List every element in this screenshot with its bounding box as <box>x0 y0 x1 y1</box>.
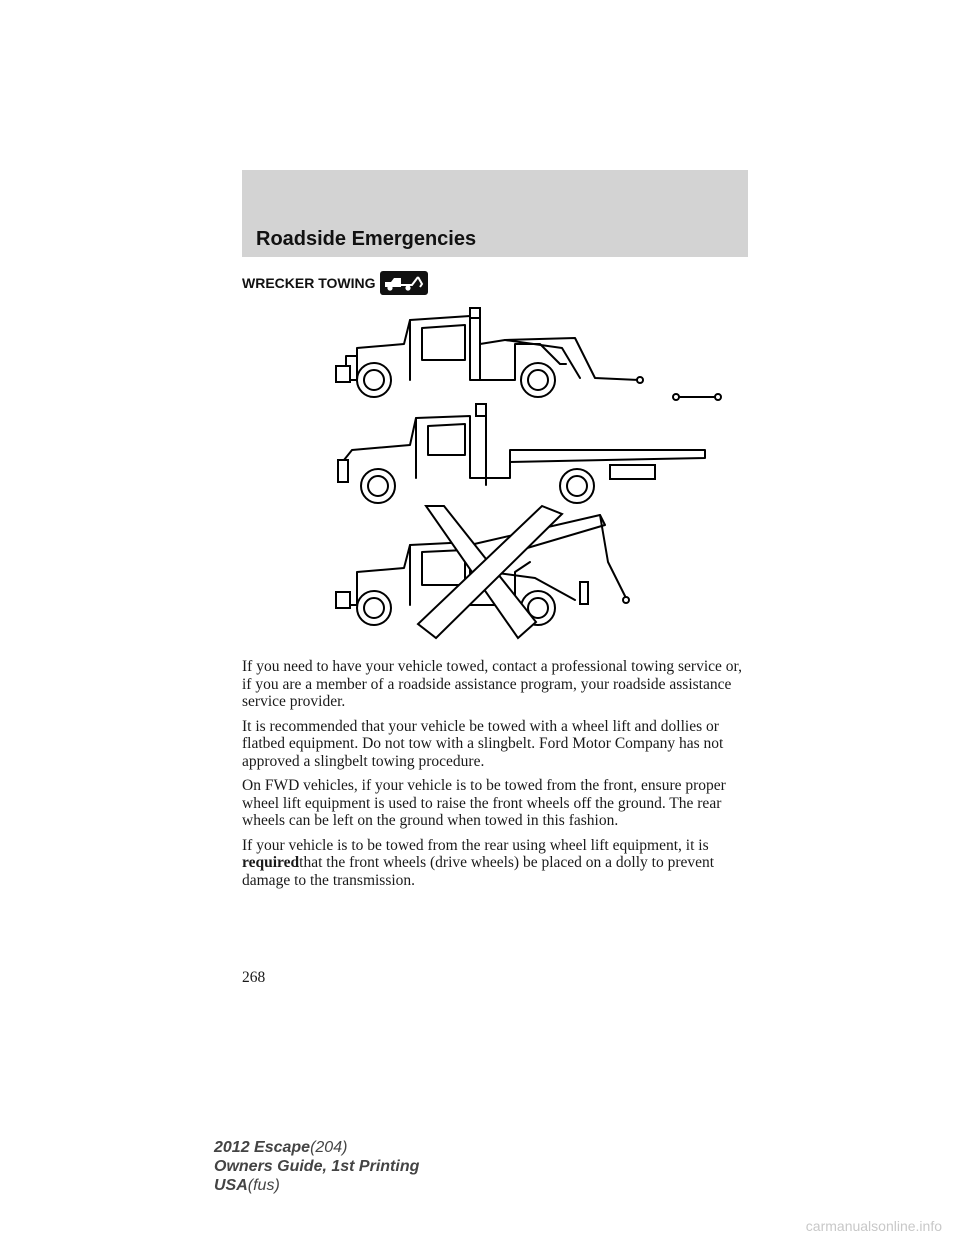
flatbed-tow-truck-icon <box>338 404 705 503</box>
body-text <box>242 658 752 896</box>
required-emphasis: required <box>242 854 300 871</box>
paragraph-rear-towing <box>242 837 752 890</box>
footer-model-code: (204) <box>310 1139 348 1156</box>
section-heading <box>242 271 428 295</box>
paragraph-recommended-equipment: It is recommended that your vehicle be towed with a wheel lift and dollies or flatbed equipment. Do not tow with a slingbelt. Ford Motor Company has not approved a slingbelt towing procedure. <box>242 717 724 770</box>
footer-model: 2012 Escape <box>214 1139 311 1156</box>
watermark: carmanualsonline.info <box>805 1218 942 1234</box>
footer-region-line <box>214 1176 419 1195</box>
paragraph-rear-towing-end: that the front wheels (drive wheels) be placed on a dolly to prevent damage to the transmission. <box>242 854 715 889</box>
paragraph-fwd-front-towing: On FWD vehicles, if your vehicle is to be towed from the front, ensure proper wheel lift equipment is used to raise the front wheels off the ground. The rear wheels can be left on the ground when towed in this fashion. <box>242 777 726 829</box>
wheel-lift-tow-truck-icon <box>336 308 721 400</box>
paragraph-contact-towing: If you need to have your vehicle towed, contact a professional towing service or, if you are a member of a roadside assistance program, your roadside assistance service provider. <box>242 658 742 710</box>
footer-region: USA <box>214 1177 248 1194</box>
footer-region-code: (fus) <box>247 1177 280 1194</box>
header-band <box>242 170 748 257</box>
footer-guide: Owners Guide, 1st Printing <box>214 1158 420 1175</box>
towing-illustration <box>330 300 730 645</box>
page-number: 268 <box>242 969 266 986</box>
section-heading-text: WRECKER TOWING <box>242 275 376 291</box>
paragraph-rear-towing-start: If your vehicle is to be towed from the rear using wheel lift equipment, it is <box>242 836 709 854</box>
footer <box>214 1138 419 1195</box>
page-title: Roadside Emergencies <box>256 228 477 250</box>
tow-truck-icon <box>380 271 428 295</box>
footer-model-line <box>214 1138 419 1157</box>
